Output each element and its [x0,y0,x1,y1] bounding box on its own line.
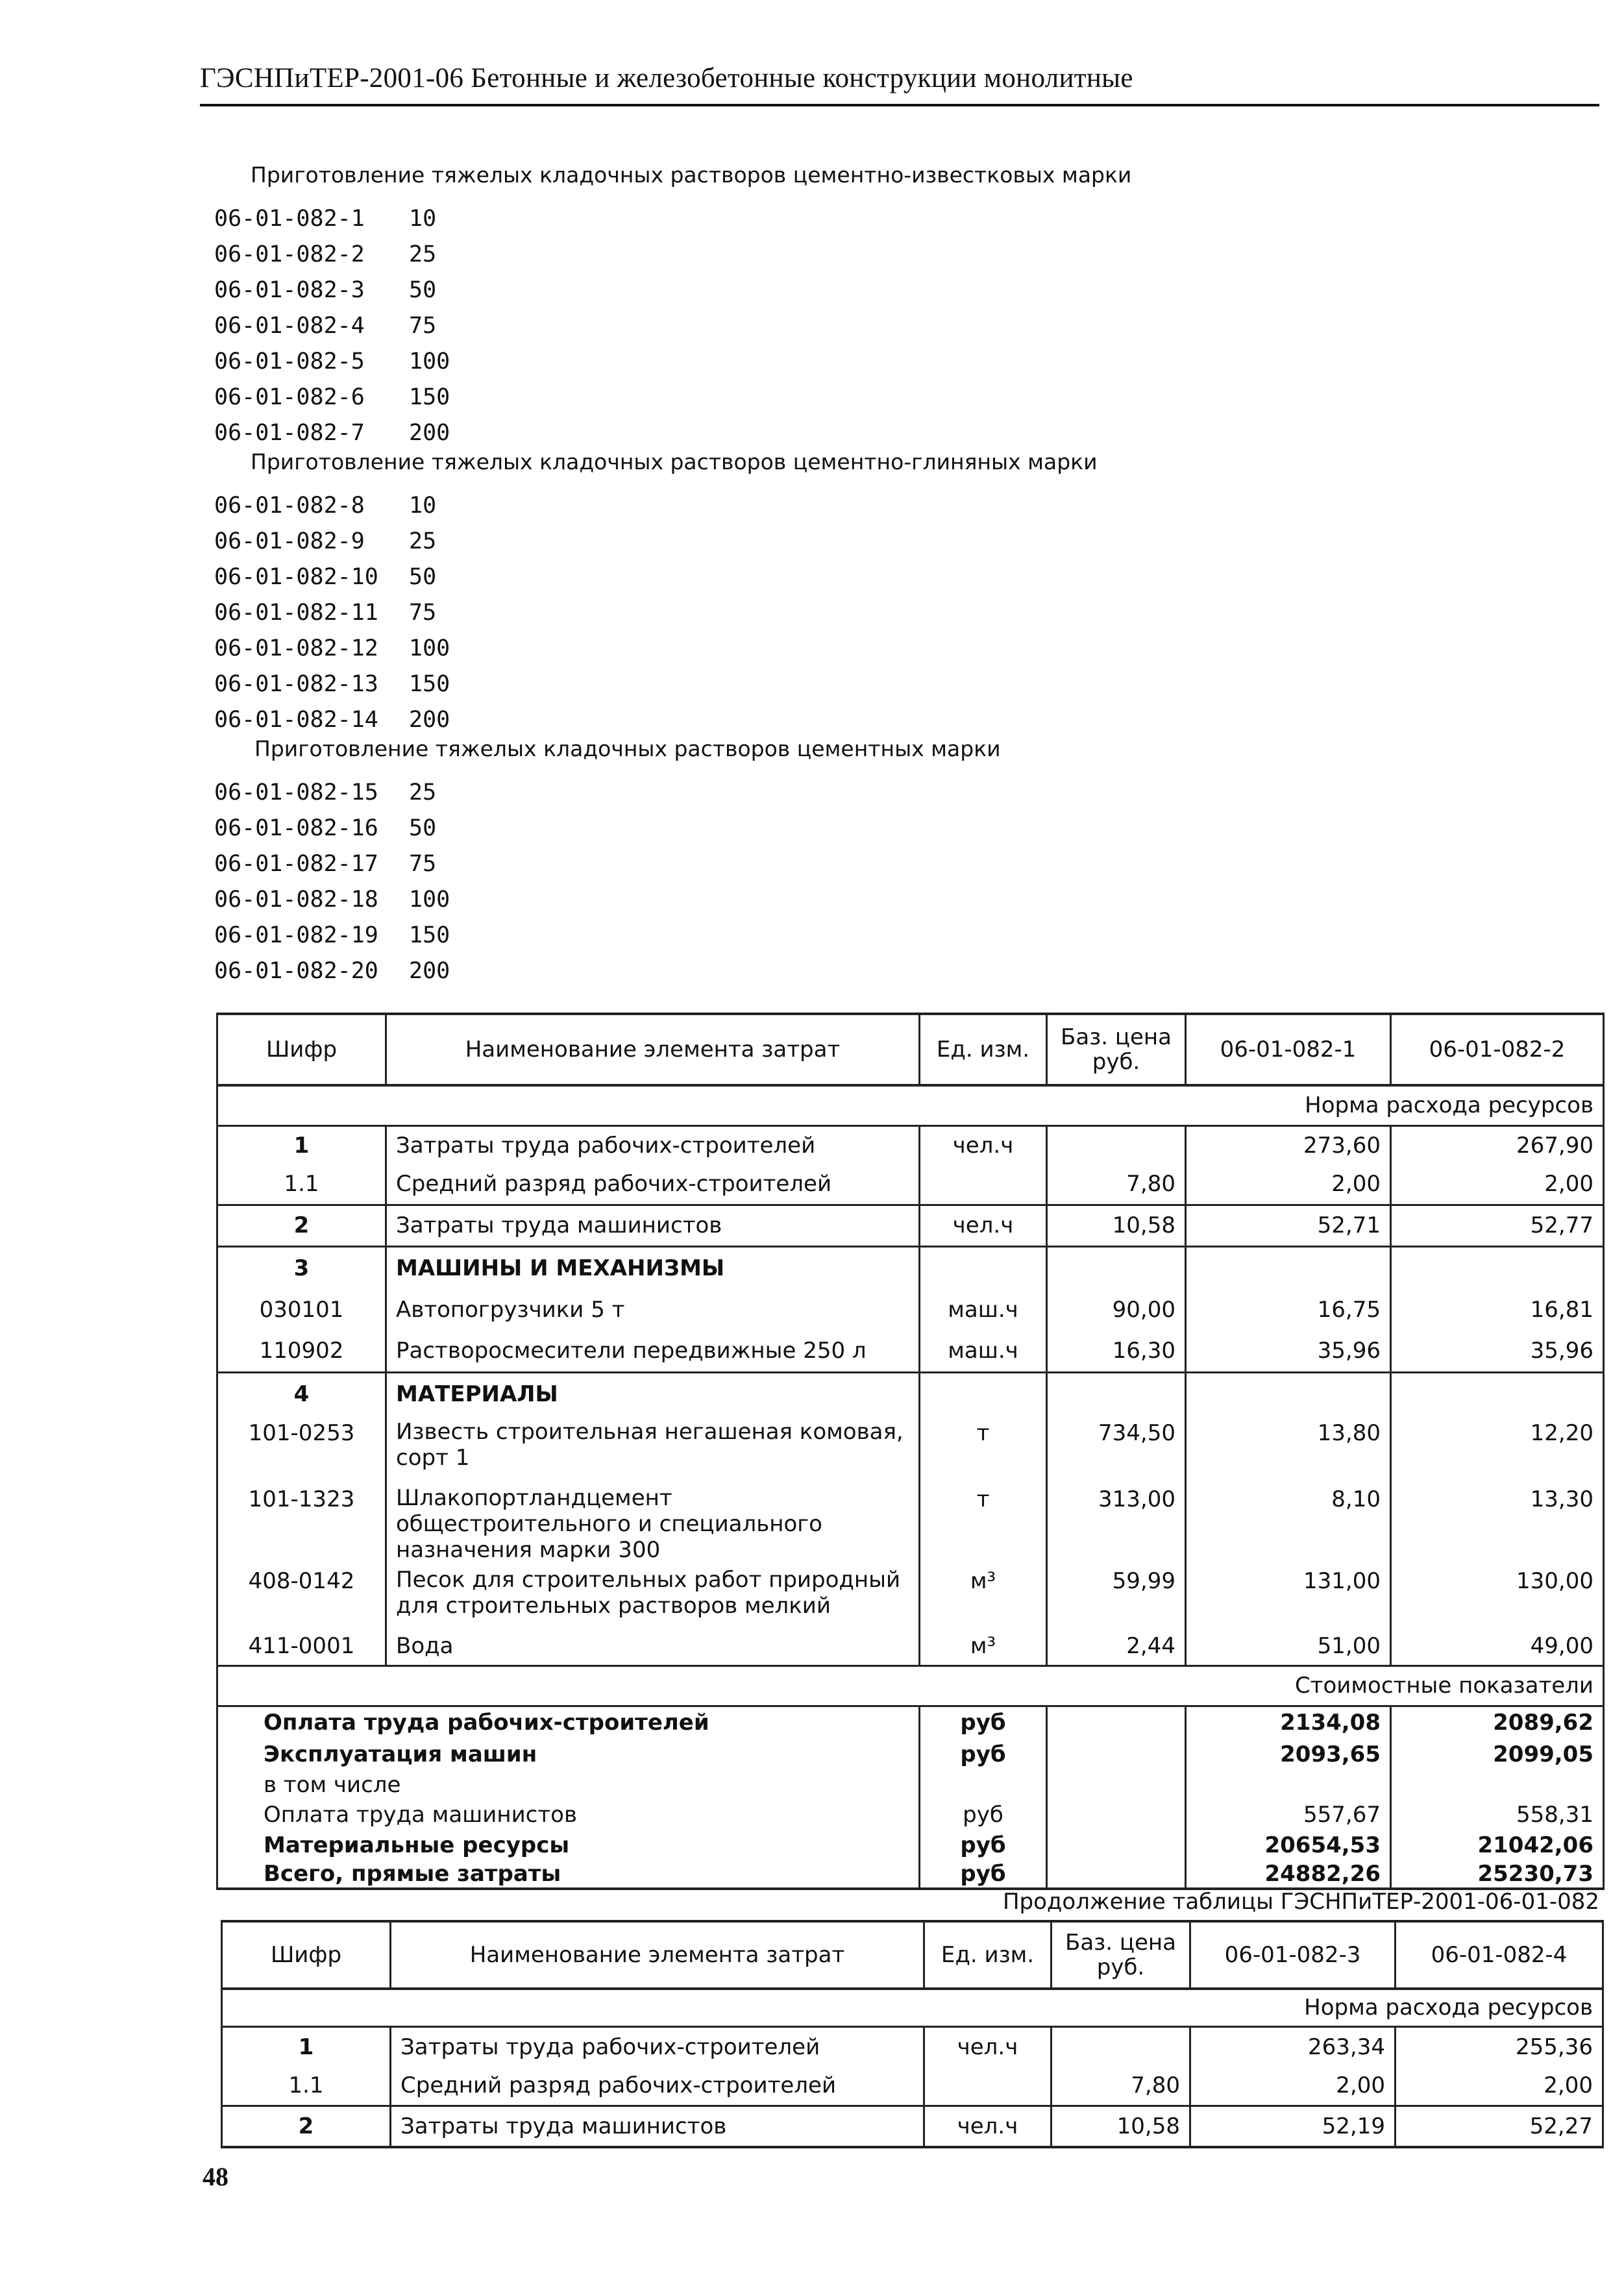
header-name: Наименование элемента затрат [391,1921,924,1989]
row-value-2 [1391,1246,1604,1289]
row-cipher: 2 [222,2106,391,2147]
item-grade: 50 [409,564,437,590]
cost-row [217,1860,1604,1889]
row-value-2: 16,81 [1391,1289,1604,1331]
cost-row [217,1830,1604,1860]
table-row [217,1125,1604,1164]
list-item [214,811,450,846]
list-item [214,631,450,667]
row-price: 7,80 [1047,1164,1186,1205]
table-header-row [222,1921,1603,1989]
row-price [1052,2026,1190,2067]
item-code: 06-01-082-5 [214,349,365,375]
header-price: Баз. цена руб. [1052,1921,1190,1989]
cost-label-total: Всего, прямые затраты [217,1860,920,1889]
row-name: Шлакопортландцемент общестроительного и специального назначения марки 300 [386,1481,920,1563]
list-item [214,953,450,989]
item-code: 06-01-082-17 [214,851,378,877]
resource-table-1 [216,1013,1605,1890]
header-col-2: 06-01-082-2 [1391,1014,1604,1085]
row-cipher: 101-0253 [217,1415,386,1481]
cost-unit: руб [920,1799,1047,1830]
section-title: МАТЕРИАЛЫ [386,1372,920,1415]
row-value-1: 273,60 [1186,1125,1391,1164]
item-grade: 150 [409,671,450,697]
item-code: 06-01-082-12 [214,635,378,661]
cost-value-2: 2099,05 [1391,1738,1604,1771]
row-unit: м³ [920,1563,1047,1628]
row-unit: т [920,1481,1047,1563]
cost-value-2: 2089,62 [1391,1706,1604,1738]
list-item [214,380,450,415]
list-item [214,201,450,237]
row-value-1: 52,19 [1190,2106,1396,2147]
list-item [214,273,450,308]
norm-label-row [217,1085,1604,1125]
cost-label-workers: Оплата труда рабочих-строителей [217,1706,920,1738]
page-header [200,60,1599,106]
group-title-cement: Приготовление тяжелых кладочных растворов цементных марки [254,736,1001,761]
list-item [214,846,450,882]
section-row-materials [217,1372,1604,1415]
section-row-machines [217,1246,1604,1289]
row-value-1 [1186,1246,1391,1289]
item-grade: 75 [409,851,437,877]
item-grade: 150 [409,922,450,948]
row-unit: маш.ч [920,1289,1047,1331]
list-item [214,559,450,595]
row-value-1 [1186,1372,1391,1415]
cost-price [1047,1860,1186,1889]
item-code: 06-01-082-19 [214,922,378,948]
row-value-2: 13,30 [1391,1481,1604,1563]
row-cipher: 411-0001 [217,1628,386,1665]
list-item [214,882,450,918]
table-row [217,1481,1604,1563]
code-list-cement [214,775,450,989]
item-code: 06-01-082-4 [214,313,365,339]
header-cipher: Шифр [222,1921,391,1989]
cost-value-1: 2134,08 [1186,1706,1391,1738]
row-cipher: 2 [217,1205,386,1246]
row-cipher: 1 [222,2026,391,2067]
row-name: Средний разряд рабочих-строителей [391,2067,924,2106]
cost-price [1047,1830,1186,1860]
row-unit [920,1246,1047,1289]
running-title: ГЭСНПиТЕР-2001-06 Бетонные и железобетонные конструкции монолитные [200,63,1133,93]
item-code: 06-01-082-7 [214,420,365,446]
cost-value-2 [1391,1771,1604,1799]
row-unit: чел.ч [924,2026,1052,2067]
cost-price [1047,1738,1186,1771]
item-code: 06-01-082-6 [214,384,365,410]
row-cipher: 030101 [217,1289,386,1331]
row-name: Затраты труда рабочих-строителей [391,2026,924,2067]
row-cipher: 4 [217,1372,386,1415]
row-value-2: 52,77 [1391,1205,1604,1246]
row-unit [920,1372,1047,1415]
table-row [217,1415,1604,1481]
row-value-2: 35,96 [1391,1331,1604,1372]
row-value-1: 16,75 [1186,1289,1391,1331]
cost-price [1047,1706,1186,1738]
row-value-2: 52,27 [1396,2106,1603,2147]
header-col-1: 06-01-082-3 [1190,1921,1396,1989]
item-code: 06-01-082-18 [214,887,378,913]
row-price: 10,58 [1047,1205,1186,1246]
cost-value-1: 557,67 [1186,1799,1391,1830]
item-grade: 200 [409,420,450,446]
item-code: 06-01-082-13 [214,671,378,697]
list-item [214,667,450,702]
item-grade: 25 [409,241,437,267]
cost-unit: руб [920,1830,1047,1860]
list-item [214,595,450,631]
section-title: МАШИНЫ И МЕХАНИЗМЫ [386,1246,920,1289]
table-row [222,2106,1603,2147]
norm-label-row [222,1989,1603,2026]
header-unit: Ед. изм. [920,1014,1047,1085]
table-row [217,1289,1604,1331]
row-name: Растворосмесители передвижные 250 л [386,1331,920,1372]
item-grade: 75 [409,313,437,339]
group-title-cement-clay: Приготовление тяжелых кладочных растворов цементно-глиняных марки [251,449,1098,474]
row-price: 10,58 [1052,2106,1190,2147]
item-code: 06-01-082-16 [214,815,378,841]
code-list-cement-clay [214,488,450,738]
item-grade: 150 [409,384,450,410]
row-value-2: 130,00 [1391,1563,1604,1628]
row-cipher: 110902 [217,1331,386,1372]
row-value-2: 2,00 [1396,2067,1603,2106]
row-price: 90,00 [1047,1289,1186,1331]
item-code: 06-01-082-1 [214,206,365,232]
item-code: 06-01-082-3 [214,277,365,303]
table-row [217,1331,1604,1372]
item-grade: 200 [409,707,450,733]
cost-label-machines: Эксплуатация машин [217,1738,920,1771]
row-name: Песок для строительных работ природный для строительных растворов мелкий [386,1563,920,1628]
list-item [214,775,450,811]
list-item [214,488,450,524]
cost-label-materials: Материальные ресурсы [217,1830,920,1860]
item-grade: 100 [409,349,450,375]
item-grade: 25 [409,780,437,805]
row-name: Затраты труда рабочих-строителей [386,1125,920,1164]
item-grade: 25 [409,528,437,554]
row-value-2: 2,00 [1391,1164,1604,1205]
item-code: 06-01-082-15 [214,780,378,805]
row-price [1047,1372,1186,1415]
cost-unit: руб [920,1860,1047,1889]
row-price: 16,30 [1047,1331,1186,1372]
item-grade: 75 [409,600,437,626]
code-list-cement-lime [214,201,450,451]
row-value-1: 8,10 [1186,1481,1391,1563]
row-value-1: 13,80 [1186,1415,1391,1481]
norm-label: Норма расхода ресурсов [217,1085,1604,1125]
row-price: 7,80 [1052,2067,1190,2106]
cost-value-1: 24882,26 [1186,1860,1391,1889]
item-code: 06-01-082-11 [214,600,378,626]
header-price: Баз. цена руб. [1047,1014,1186,1085]
cost-row [217,1738,1604,1771]
cost-unit: руб [920,1706,1047,1738]
table-row [217,1628,1604,1665]
row-unit: чел.ч [920,1205,1047,1246]
row-unit: т [920,1415,1047,1481]
cost-label-including: в том числе [217,1771,920,1799]
row-value-2: 255,36 [1396,2026,1603,2067]
continuation-caption: Продолжение таблицы ГЭСНПиТЕР-2001-06-01-082 [1002,1889,1599,1915]
item-code: 06-01-082-9 [214,528,365,554]
cost-value-1 [1186,1771,1391,1799]
item-grade: 100 [409,635,450,661]
table-row [217,1205,1604,1246]
list-item [214,237,450,273]
item-code: 06-01-082-20 [214,958,378,984]
norm-label: Норма расхода ресурсов [222,1989,1603,2026]
group-title-cement-lime: Приготовление тяжелых кладочных растворов цементно-известковых марки [251,162,1132,188]
table-row [222,2026,1603,2067]
row-value-1: 2,00 [1190,2067,1396,2106]
item-code: 06-01-082-14 [214,707,378,733]
row-name: Автопогрузчики 5 т [386,1289,920,1331]
item-code: 06-01-082-2 [214,241,365,267]
table-header-row [217,1014,1604,1085]
row-name: Вода [386,1628,920,1665]
cost-label-machinists: Оплата труда машинистов [217,1799,920,1830]
row-value-1: 52,71 [1186,1205,1391,1246]
row-name: Известь строительная негашеная комовая, сорт 1 [386,1415,920,1481]
table-row [217,1164,1604,1205]
cost-price [1047,1799,1186,1830]
header-col-1: 06-01-082-1 [1186,1014,1391,1085]
header-cipher: Шифр [217,1014,386,1085]
cost-price [1047,1771,1186,1799]
row-cipher: 3 [217,1246,386,1289]
row-price: 734,50 [1047,1415,1186,1481]
row-unit: чел.ч [924,2106,1052,2147]
row-value-1: 2,00 [1186,1164,1391,1205]
list-item [214,308,450,344]
row-cipher: 1.1 [217,1164,386,1205]
item-grade: 50 [409,815,437,841]
resource-table-2 [221,1920,1604,2148]
row-price: 59,99 [1047,1563,1186,1628]
row-unit [920,1164,1047,1205]
row-unit: чел.ч [920,1125,1047,1164]
table-row [217,1563,1604,1628]
item-grade: 200 [409,958,450,984]
row-name: Затраты труда машинистов [386,1205,920,1246]
item-code: 06-01-082-8 [214,493,365,519]
list-item [214,918,450,953]
cost-label-row [217,1665,1604,1706]
row-unit: м³ [920,1628,1047,1665]
cost-value-2: 21042,06 [1391,1830,1604,1860]
list-item [214,702,450,738]
row-price [1047,1246,1186,1289]
row-name: Затраты труда машинистов [391,2106,924,2147]
cost-value-2: 558,31 [1391,1799,1604,1830]
cost-row [217,1771,1604,1799]
cost-value-1: 20654,53 [1186,1830,1391,1860]
row-cipher: 1 [217,1125,386,1164]
list-item [214,344,450,380]
page-number: 48 [203,2162,228,2191]
row-cipher: 101-1323 [217,1481,386,1563]
row-value-1: 35,96 [1186,1331,1391,1372]
cost-unit [920,1771,1047,1799]
row-cipher: 408-0142 [217,1563,386,1628]
row-unit: маш.ч [920,1331,1047,1372]
cost-unit: руб [920,1738,1047,1771]
header-unit: Ед. изм. [924,1921,1052,1989]
row-value-1: 51,00 [1186,1628,1391,1665]
row-value-2: 49,00 [1391,1628,1604,1665]
cost-label: Стоимостные показатели [217,1665,1604,1706]
table-row [222,2067,1603,2106]
row-name: Средний разряд рабочих-строителей [386,1164,920,1205]
row-unit [924,2067,1052,2106]
row-value-2: 267,90 [1391,1125,1604,1164]
item-code: 06-01-082-10 [214,564,378,590]
cost-row [217,1799,1604,1830]
list-item [214,415,450,451]
row-value-1: 263,34 [1190,2026,1396,2067]
header-col-2: 06-01-082-4 [1396,1921,1603,1989]
header-name: Наименование элемента затрат [386,1014,920,1085]
row-cipher: 1.1 [222,2067,391,2106]
row-value-2 [1391,1372,1604,1415]
list-item [214,524,450,559]
cost-value-1: 2093,65 [1186,1738,1391,1771]
row-value-1: 131,00 [1186,1563,1391,1628]
item-grade: 10 [409,206,437,232]
cost-row [217,1706,1604,1738]
row-price: 313,00 [1047,1481,1186,1563]
cost-value-2: 25230,73 [1391,1860,1604,1889]
row-price: 2,44 [1047,1628,1186,1665]
row-value-2: 12,20 [1391,1415,1604,1481]
item-grade: 50 [409,277,437,303]
item-grade: 100 [409,887,450,913]
item-grade: 10 [409,493,437,519]
row-price [1047,1125,1186,1164]
